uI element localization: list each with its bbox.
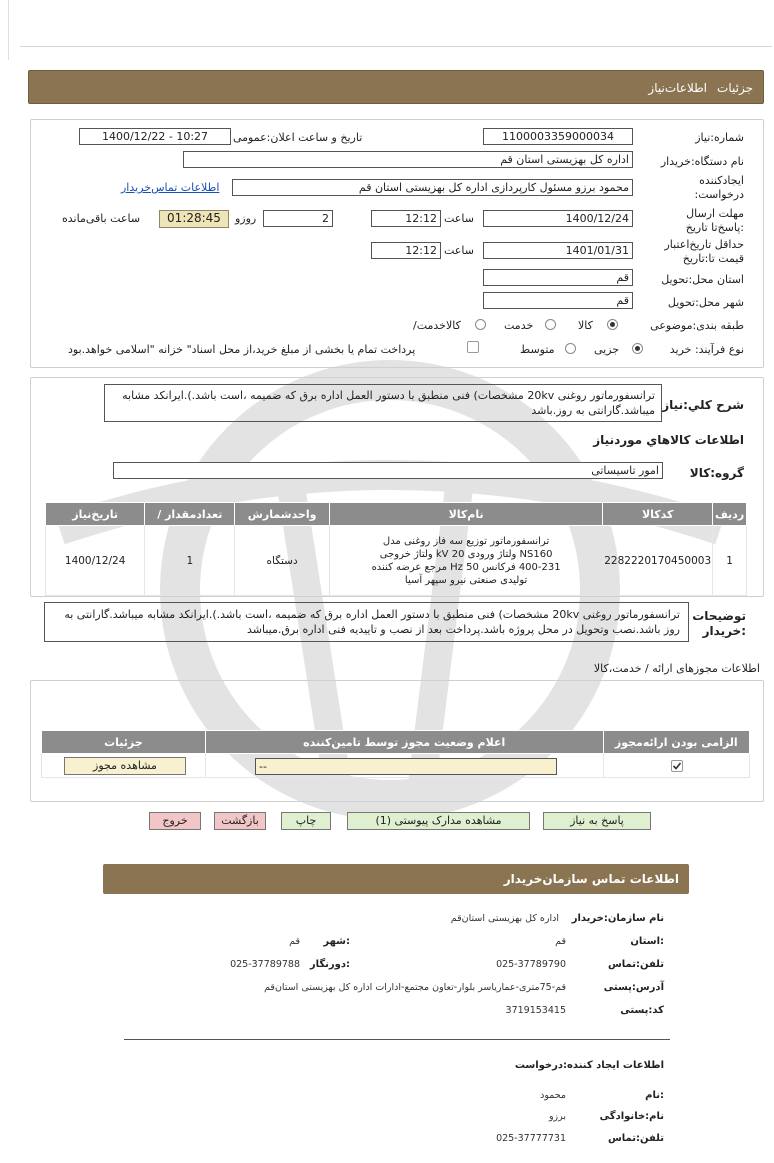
attachments-button[interactable]: مشاهده مدارک پیوستی (1) (347, 812, 530, 830)
org-name-value: اداره کل بهزیستی استان‌قم (450, 913, 559, 924)
page-edge-line (8, 0, 9, 60)
deadline-date-field: 1400/12/24 (483, 210, 633, 227)
province-label: استان محل:تحویل (661, 273, 744, 286)
contact-header (103, 864, 689, 894)
remaining-label: ساعت باقی‌مانده (62, 212, 141, 225)
general-desc-field: ترانسفورماتور روغنی 20kv مشخصات) فنی منطبق با دستور العمل اداره برق که ضمیمه ،است باشد.).ایرانکد مشابه میباشد.گارانتی به روز.باشد (104, 384, 662, 422)
city-field: قم (483, 292, 633, 309)
deadline-label: مهلت ارسال :پاسخ‌تا تاریخ (685, 207, 744, 234)
treasury-payment-checkbox[interactable] (467, 341, 479, 353)
goods-table (45, 502, 747, 596)
process-label: نوع فرآیند: خرید (669, 343, 744, 356)
contact-address-label: آدرس:پستی (603, 982, 664, 993)
tab-details[interactable]: جزئیات (717, 81, 753, 95)
creator-name-label: :نام (645, 1090, 664, 1101)
cell-need-date: 1400/12/24 (46, 526, 145, 596)
deadline-time-label: ساعت (444, 212, 474, 225)
exit-button[interactable]: خروج (149, 812, 201, 830)
creator-label: ایجادکننده درخواست: (694, 174, 744, 201)
countdown-timer: 01:28:45 (159, 210, 229, 228)
contact-address-value: قم-75متری-عمارياسر بلوار-تعاون مجتمع-ادارات اداره کل بهزیستی استان‌قم (264, 982, 566, 993)
col-goods-name: نام‌کالا (329, 503, 602, 526)
col-need-date: تاریخ‌نیاز (46, 503, 145, 526)
cell-goods-code: 2282220170450003 (603, 526, 713, 596)
process-radio-medium[interactable] (565, 343, 576, 354)
contact-title: اطلاعات تماس سازمان‌خریدار (503, 872, 679, 886)
validity-time-field: 12:12 (371, 242, 441, 259)
process-option-minor: جزیی (594, 343, 620, 356)
category-option-both: کالاخدمت/ (413, 319, 461, 332)
top-divider (20, 46, 772, 47)
buyer-notes-label: توضیحات :خریدار (692, 609, 746, 638)
buyer-contact-link[interactable]: اطلاعات تماس‌خریدار (121, 181, 220, 194)
cell-goods-name: ترانسفورماتور توزیع سه فاز روغنی مدل NS160 ولتاژ ورودی 20 kV ولتاژ خروجی 231-400 فرکانس 50 Hz مرجع عرضه کننده تولیدی صنعتی نیرو سپهر آسیا (329, 526, 602, 596)
contact-fax-value: 025-37789788 (230, 959, 300, 970)
goods-table-header (46, 503, 747, 526)
buyer-org-field: اداره کل بهزیستی استان قم (183, 151, 633, 168)
view-permit-button[interactable]: مشاهده مجوز (64, 757, 186, 775)
contact-city-label: :شهر (323, 936, 350, 947)
category-label: طبقه بندی:موضوعی (650, 319, 744, 332)
col-quantity: / تعدادمقدار (145, 503, 235, 526)
contact-postal-value: 3719153415 (505, 1005, 566, 1016)
creator-phone-value: 025-37777731 (496, 1133, 566, 1144)
permits-table-header (42, 731, 750, 754)
creator-info-title: اطلاعات ایجاد کننده:درخواست (514, 1060, 664, 1071)
contact-province-label: :استان (630, 936, 664, 947)
back-button[interactable]: بازگشت (214, 812, 266, 830)
creator-family-label: نام:خانوادگی (599, 1111, 664, 1122)
process-radio-minor[interactable] (632, 343, 643, 354)
goods-group-label: گروه:کالا (689, 466, 744, 480)
print-button[interactable]: چاپ (281, 812, 331, 830)
need-number-label: شماره:نیاز (695, 131, 744, 144)
city-label: شهر محل:تحویل (667, 296, 744, 309)
category-option-service: خدمت (504, 319, 534, 332)
category-radio-goods[interactable] (607, 319, 618, 330)
contact-divider (124, 1039, 670, 1040)
cell-row: 1 (713, 526, 747, 596)
permit-status-field[interactable]: -- (255, 758, 557, 775)
creator-phone-label: تلفن:تماس (607, 1133, 664, 1144)
contact-fax-label: :دورنگار (309, 959, 350, 970)
cell-unit: دستگاه (235, 526, 330, 596)
category-radio-service[interactable] (545, 319, 556, 330)
reply-button[interactable]: پاسخ به نیاز (543, 812, 651, 830)
tab-need-info[interactable]: اطلاعات‌نیاز (648, 81, 707, 95)
creator-name-value: محمود (540, 1090, 566, 1101)
contact-city-value: قم (289, 936, 300, 947)
treasury-payment-note: پرداخت تمام یا بخشی از مبلغ خرید،از محل اسناد" خزانه "اسلامی خواهد.بود (68, 343, 416, 356)
col-permit-status: اعلام وضعیت مجوز توسط تامین‌کننده (205, 731, 603, 754)
creator-field: محمود برزو مسئول کارپردازی اداره کل بهزیستی استان قم (232, 179, 633, 196)
days-field: 2 (263, 210, 333, 227)
goods-info-title: اطلاعات کالاهاي موردنياز (593, 433, 744, 447)
contact-postal-label: کد:پستی (620, 1005, 664, 1016)
province-field: قم (483, 269, 633, 286)
announce-date-field: 1400/12/22 - 10:27 (79, 128, 231, 145)
col-row: ردیف (713, 503, 747, 526)
org-name-label: نام سازمان:خریدار (571, 913, 664, 924)
col-permit-required: الزامی بودن ارائه‌مجوز (603, 731, 749, 754)
buyer-notes-field: ترانسفورماتور روغنی 20kv مشخصات) فنی منطبق با دستور العمل اداره برق که ضمیمه ،است باشد.).ایرانکد مشابه میباشد.گارانتی به روز باشد.نصب وتحویل در محل پروژه باشد.پرداخت بعد از نصب و تاییدیه فنی اداره برق.میباشد (44, 602, 689, 642)
contact-phone-label: تلفن:تماس (607, 959, 664, 970)
contact-phone-value: 025-37789790 (496, 959, 566, 970)
cell-quantity: 1 (145, 526, 235, 596)
category-radio-both[interactable] (475, 319, 486, 330)
general-desc-label: شرح کلي:نیاز (662, 398, 744, 412)
deadline-time-field: 12:12 (371, 210, 441, 227)
col-goods-code: کدکالا (603, 503, 713, 526)
goods-group-field: امور تاسیساتی (113, 462, 663, 479)
announce-date-label: تاریخ و ساعت اعلان:عمومی (233, 131, 363, 144)
validity-time-label: ساعت (444, 244, 474, 257)
days-label: روزو (235, 212, 257, 225)
col-permit-details: جزئیات (42, 731, 206, 754)
validity-label: حداقل تاریخ‌اعتبار قیمت تا:تاریخ (664, 238, 744, 265)
validity-date-field: 1401/01/31 (483, 242, 633, 259)
header-bar (28, 70, 764, 104)
need-number-field: 1100003359000034 (483, 128, 633, 145)
category-option-goods: کالا (578, 319, 593, 332)
contact-province-value: قم (555, 936, 566, 947)
col-unit: واحدشمارش (235, 503, 330, 526)
creator-family-value: برزو (548, 1111, 566, 1122)
permit-required-checkbox[interactable] (671, 760, 683, 772)
table-row (46, 526, 747, 596)
process-option-medium: متوسط (520, 343, 555, 356)
permits-title: اطلاعات مجوزهای ارائه / خدمت،کالا (593, 662, 760, 675)
check-icon (672, 761, 682, 771)
buyer-org-label: نام دستگاه:خریدار (660, 155, 744, 168)
